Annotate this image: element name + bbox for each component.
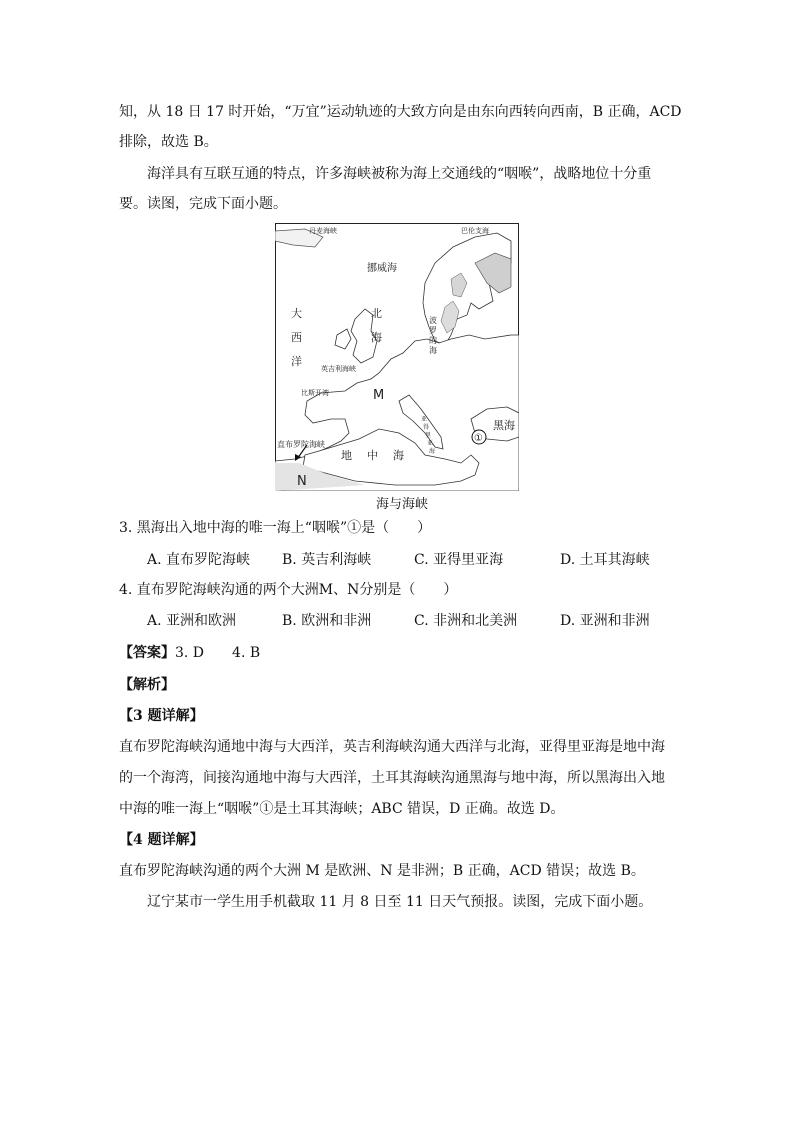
paragraph-line: 中海的唯一海上“咽喉”①是土耳其海峡；ABC 错误，D 正确。故选 D。 (119, 801, 565, 817)
paragraph-line: 的一个海湾，间接沟通地中海与大西洋，土耳其海峡沟通黑海与地中海，所以黑海出入地 (119, 770, 665, 786)
answer-text: 3. D 4. B (175, 645, 261, 661)
paragraph-line: 知，从 18 日 17 时开始，“万宜”运动轨迹的大致方向是由东向西转向西南，B 正确，ACD (119, 104, 682, 120)
label-hai-baltic: 海 (429, 346, 437, 355)
q3-option-b: B. 英吉利海峡 (282, 552, 372, 568)
label-yade-4: 亚 (427, 440, 434, 447)
label-yade-5: 海 (429, 448, 436, 455)
label-xi: 西 (291, 331, 302, 344)
label-bisikai: 比斯开湾 (301, 389, 329, 397)
detail-3-label: 【3 题详解】 (119, 708, 204, 724)
paragraph-line: 排除，故选 B。 (119, 134, 218, 150)
paragraph-line: 辽宁某市一学生用手机截取 11 月 8 日至 11 日天气预报。读图，完成下面小题。 (147, 894, 653, 910)
paragraph-line: 直布罗陀海峡沟通地中海与大西洋，英吉利海峡沟通大西洋与北海，亚得里亚海是地中海 (119, 739, 665, 755)
label-n: N (297, 474, 307, 489)
label-yade-3: 里 (425, 432, 432, 439)
map-caption: 海与海峡 (375, 497, 428, 512)
answer-line (119, 643, 260, 663)
label-da: 大 (291, 307, 302, 320)
label-hai-north: 海 (371, 331, 382, 344)
detail-4-label: 【4 题详解】 (119, 832, 204, 848)
label-zhong: 中 (367, 449, 378, 462)
label-yang: 洋 (291, 355, 302, 368)
label-de: 的 (429, 336, 437, 345)
paragraph-line: 要。读图，完成下面小题。 (119, 196, 287, 212)
label-yingjili: 英吉利海峡 (321, 365, 356, 373)
label-luo: 罗 (429, 326, 437, 335)
label-yade-2: 得 (423, 424, 430, 431)
q3-option-c: C. 亚得里亚海 (414, 552, 504, 568)
q4-option-a: A. 亚洲和欧洲 (147, 613, 237, 629)
label-bei: 北 (371, 307, 382, 320)
analysis-label: 【解析】 (119, 677, 175, 693)
answer-label: 【答案】 (119, 645, 175, 661)
question-3-stem: 3. 黑海出入地中海的唯一海上“咽喉”①是（ ） (119, 520, 432, 536)
label-bo: 波 (429, 316, 437, 325)
q4-option-c: C. 非洲和北美洲 (414, 613, 518, 629)
label-yade-1: 亚 (421, 416, 428, 423)
q4-option-d: D. 亚洲和非洲 (560, 613, 650, 629)
label-circle-one: ① (474, 433, 483, 444)
q4-option-b: B. 欧洲和非洲 (282, 613, 372, 629)
label-hai-med: 海 (393, 449, 404, 462)
label-nuowei: 挪威海 (367, 263, 397, 274)
label-di: 地 (341, 449, 352, 462)
label-heihai: 黑海 (493, 419, 515, 432)
q3-option-a: A. 直布罗陀海峡 (147, 552, 251, 568)
q3-option-d: D. 土耳其海峡 (560, 552, 650, 568)
europe-sea-strait-map (275, 223, 519, 491)
label-zhibuluotuo: 直布罗陀海峡 (277, 440, 325, 449)
paragraph-line: 直布罗陀海峡沟通的两个大洲 M 是欧洲、N 是非洲；B 正确，ACD 错误；故选 B。 (119, 863, 645, 879)
label-m: M (373, 388, 385, 403)
label-balunzhi: 巴伦支海 (461, 227, 489, 235)
question-4-stem: 4. 直布罗陀海峡沟通的两个大洲M、N分别是（ ） (119, 582, 458, 598)
paragraph-line: 海洋具有互联互通的特点，许多海峡被称为海上交通线的“咽喉”，战略地位十分重 (147, 166, 652, 182)
label-danmai: 丹麦海峡 (309, 227, 337, 235)
